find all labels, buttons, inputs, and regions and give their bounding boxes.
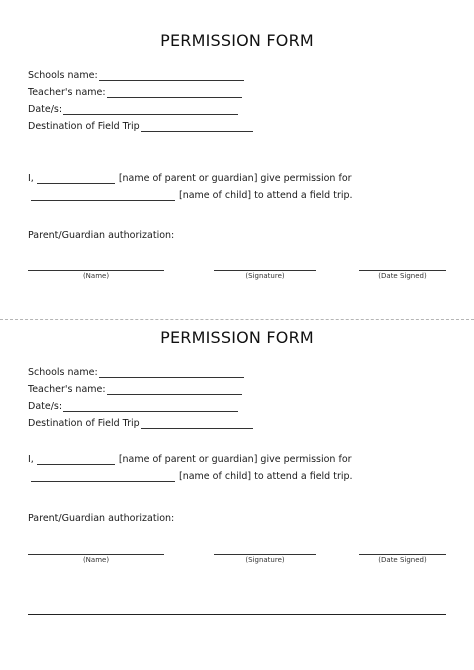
date-signed-caption: (Date Signed): [378, 272, 427, 280]
consent-row-child: [30, 190, 353, 201]
consent-child-text: [name of child] to attend a field trip.: [179, 190, 353, 201]
consent-prefix: I,: [28, 454, 34, 465]
destination-label: Destination of Field Trip: [28, 418, 140, 429]
consent-row-child: [30, 471, 353, 482]
teacher-name-row: [28, 87, 243, 98]
destination-row: [28, 418, 254, 429]
consent-row-parent: [28, 454, 352, 465]
signature-line[interactable]: [214, 553, 316, 555]
child-name-field[interactable]: [31, 190, 175, 201]
consent-prefix: I,: [28, 173, 34, 184]
child-name-field[interactable]: [31, 471, 175, 482]
cut-line: [0, 319, 474, 320]
date-signed-block: [359, 553, 446, 564]
teacher-name-label: Teacher's name:: [28, 87, 106, 98]
school-name-row: [28, 70, 245, 81]
name-signature-block: [28, 553, 164, 564]
dates-row: [28, 104, 239, 115]
consent-parent-text: [name of parent or guardian] give permission for: [118, 454, 352, 465]
auth-label: Parent/Guardian authorization:: [28, 513, 175, 524]
school-name-label: Schools name:: [28, 70, 98, 81]
destination-row: [28, 121, 254, 132]
destination-field[interactable]: [141, 418, 253, 429]
signature-caption: (Signature): [245, 556, 285, 564]
signature-caption: (Signature): [245, 272, 285, 280]
name-caption: (Name): [82, 272, 110, 280]
signature-block: [214, 553, 316, 564]
form-title: PERMISSION FORM: [160, 31, 314, 50]
teacher-name-row: [28, 384, 243, 395]
name-line[interactable]: [28, 269, 164, 271]
auth-label: Parent/Guardian authorization:: [28, 230, 175, 241]
destination-field[interactable]: [141, 121, 253, 132]
parent-name-field[interactable]: [37, 454, 115, 465]
date-signed-caption: (Date Signed): [378, 556, 427, 564]
teacher-name-label: Teacher's name:: [28, 384, 106, 395]
signature-block: [214, 269, 316, 280]
footer-rule: [28, 614, 446, 615]
dates-field[interactable]: [63, 401, 238, 412]
school-name-row: [28, 367, 245, 378]
date-signed-line[interactable]: [359, 553, 446, 555]
name-signature-block: [28, 269, 164, 280]
teacher-name-field[interactable]: [107, 384, 242, 395]
dates-row: [28, 401, 239, 412]
consent-parent-text: [name of parent or guardian] give permission for: [118, 173, 352, 184]
dates-label: Date/s:: [28, 401, 63, 412]
name-caption: (Name): [82, 556, 110, 564]
date-signed-line[interactable]: [359, 269, 446, 271]
consent-child-text: [name of child] to attend a field trip.: [179, 471, 353, 482]
date-signed-block: [359, 269, 446, 280]
teacher-name-field[interactable]: [107, 87, 242, 98]
school-name-label: Schools name:: [28, 367, 98, 378]
parent-name-field[interactable]: [37, 173, 115, 184]
name-line[interactable]: [28, 553, 164, 555]
dates-label: Date/s:: [28, 104, 63, 115]
signature-line[interactable]: [214, 269, 316, 271]
consent-row-parent: [28, 173, 352, 184]
destination-label: Destination of Field Trip: [28, 121, 140, 132]
school-name-field[interactable]: [99, 367, 244, 378]
form-title: PERMISSION FORM: [160, 328, 314, 347]
school-name-field[interactable]: [99, 70, 244, 81]
dates-field[interactable]: [63, 104, 238, 115]
